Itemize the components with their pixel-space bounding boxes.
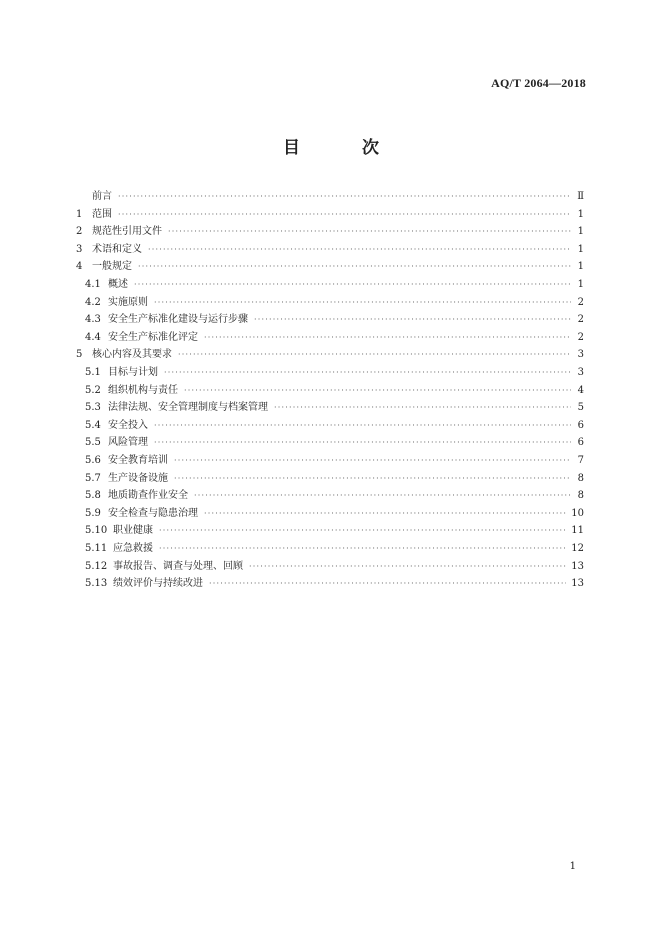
toc-entry[interactable] <box>76 189 584 205</box>
toc-entry-page: 6 <box>577 437 584 449</box>
toc-entry-page: 5 <box>577 402 584 414</box>
toc-entry[interactable] <box>76 435 584 451</box>
toc-entry[interactable] <box>76 453 584 469</box>
toc-entry-number: 5 <box>76 349 83 361</box>
toc-dot-leader <box>204 330 571 346</box>
toc-entry-number: 4.2 <box>85 296 101 308</box>
toc-entry-number: 5.6 <box>85 455 101 466</box>
toc-entry-label: 前言 <box>92 191 112 202</box>
toc-entry-page: 12 <box>571 543 584 554</box>
toc-dot-leader <box>209 576 566 592</box>
toc-entry-label: 安全教育培训 <box>108 455 168 466</box>
toc-entry-label: 应急救援 <box>113 543 153 554</box>
toc-entry-label: 安全生产标准化建设与运行步骤 <box>108 314 248 326</box>
toc-dot-leader <box>159 523 566 539</box>
toc-entry-label: 地质勘查作业安全 <box>108 490 188 502</box>
toc-entry[interactable] <box>76 523 584 539</box>
toc-entry-page: 2 <box>577 314 584 326</box>
page-title: 目 次 <box>283 138 407 158</box>
toc-entry[interactable] <box>76 347 584 363</box>
toc-dot-leader <box>148 242 571 258</box>
toc-entry-number: 5.2 <box>85 384 101 396</box>
toc-entry[interactable] <box>76 277 584 293</box>
toc-entry[interactable] <box>76 418 584 434</box>
toc-entry-page: 1 <box>577 226 584 238</box>
toc-dot-leader <box>184 383 571 399</box>
toc-dot-leader <box>154 435 571 451</box>
toc-entry-number: 1 <box>76 208 83 220</box>
toc-dot-leader <box>174 453 571 469</box>
toc-entry-number: 3 <box>76 243 83 255</box>
toc-entry-page: 2 <box>577 331 584 343</box>
toc-entry[interactable] <box>76 541 584 557</box>
toc-entry-page: 1 <box>577 243 584 255</box>
toc-entry-label: 目标与计划 <box>108 367 158 378</box>
toc-entry-label: 一般规定 <box>92 261 132 273</box>
toc-entry[interactable] <box>76 383 584 399</box>
toc-entry-label: 绩效评价与持续改进 <box>113 578 203 590</box>
toc-entry-page: 13 <box>571 578 584 590</box>
toc-entry-page: 2 <box>577 296 584 308</box>
toc-entry-page: 13 <box>571 560 584 572</box>
toc-entry[interactable] <box>76 471 584 487</box>
toc-entry-page: 10 <box>571 507 584 519</box>
toc-dot-leader <box>138 259 571 275</box>
toc-entry-page: 3 <box>577 367 584 378</box>
toc-entry[interactable] <box>76 506 584 522</box>
toc-dot-leader <box>254 312 571 328</box>
toc-entry[interactable] <box>76 312 584 328</box>
toc-entry-label: 实施原则 <box>108 296 148 308</box>
toc-entry-label: 风险管理 <box>108 437 148 449</box>
toc-entry-label: 规范性引用文件 <box>92 226 162 238</box>
toc-entry-page: 1 <box>577 279 584 290</box>
toc-entry-page: 3 <box>577 349 584 361</box>
toc-entry-number: 4 <box>76 261 83 273</box>
toc-dot-leader <box>118 207 571 223</box>
toc-entry-page: 4 <box>577 384 584 396</box>
toc-dot-leader <box>118 189 571 205</box>
toc-entry-label: 核心内容及其要求 <box>92 349 172 361</box>
toc-entry-number: 5.12 <box>85 560 108 572</box>
toc-entry-page: Ⅱ <box>577 191 584 202</box>
toc-entry-page: 1 <box>577 208 584 220</box>
toc-entry-label: 法律法规、安全管理制度与档案管理 <box>108 402 268 414</box>
toc-entry-label: 安全投入 <box>108 419 148 431</box>
toc-dot-leader <box>164 365 571 381</box>
toc-entry-number: 5.4 <box>85 419 101 431</box>
toc-entry[interactable] <box>76 207 584 223</box>
toc-dot-leader <box>154 295 571 311</box>
toc-entry-label: 范围 <box>92 208 112 220</box>
toc-dot-leader <box>194 488 571 504</box>
toc-entry-number: 5.10 <box>85 525 108 537</box>
toc-dot-leader <box>159 541 566 557</box>
toc-entry-number: 5.1 <box>85 367 101 378</box>
toc-entry-number: 4.3 <box>85 314 101 326</box>
toc-entry[interactable] <box>76 224 584 240</box>
toc-entry-page: 11 <box>571 525 584 537</box>
toc-entry[interactable] <box>76 259 584 275</box>
toc-entry-page: 7 <box>577 455 584 466</box>
toc-entry-page: 1 <box>577 261 584 273</box>
toc-entry-label: 安全生产标准化评定 <box>108 331 198 343</box>
toc-entry-label: 职业健康 <box>113 525 153 537</box>
toc-entry-number: 5.3 <box>85 402 101 414</box>
toc-entry-number: 5.7 <box>85 472 101 484</box>
toc-entry-label: 术语和定义 <box>92 243 142 255</box>
toc-entry-number: 5.8 <box>85 490 101 502</box>
toc-entry[interactable] <box>76 242 584 258</box>
toc-entry-label: 生产设备设施 <box>108 472 168 484</box>
toc-entry[interactable] <box>76 559 584 575</box>
toc-dot-leader <box>154 418 571 434</box>
toc-entry-number: 5.9 <box>85 507 101 519</box>
toc-entry-number: 2 <box>76 226 83 238</box>
toc-entry-number: 5.11 <box>85 543 108 554</box>
toc-entry[interactable] <box>76 295 584 311</box>
toc-entry-label: 安全检查与隐患治理 <box>108 507 198 519</box>
toc-dot-leader <box>134 277 571 293</box>
toc-dot-leader <box>178 347 571 363</box>
toc-entry-label: 事故报告、调查与处理、回顾 <box>113 560 243 572</box>
toc-dot-leader <box>174 471 571 487</box>
toc-entry-number: 4.4 <box>85 331 101 343</box>
toc-entry-number: 4.1 <box>85 279 101 290</box>
toc-entry-number: 5.5 <box>85 437 101 449</box>
page-number: 1 <box>569 861 576 872</box>
toc-dot-leader <box>249 559 566 575</box>
toc-entry-page: 6 <box>577 419 584 431</box>
toc-entry[interactable] <box>76 330 584 346</box>
toc-dot-leader <box>204 506 566 522</box>
toc-entry[interactable] <box>76 488 584 504</box>
toc-dot-leader <box>168 224 571 240</box>
toc-entry[interactable] <box>76 400 584 416</box>
toc-entry[interactable] <box>76 365 584 381</box>
toc-entry-label: 组织机构与责任 <box>108 384 178 396</box>
toc-entry-page: 8 <box>577 490 584 502</box>
toc-entry[interactable] <box>76 576 584 592</box>
toc-dot-leader <box>274 400 571 416</box>
standard-code: AQ/T 2064—2018 <box>491 76 586 90</box>
toc-entry-number: 5.13 <box>85 578 108 590</box>
toc-entry-label: 概述 <box>108 279 128 290</box>
toc-entry-page: 8 <box>577 472 584 484</box>
